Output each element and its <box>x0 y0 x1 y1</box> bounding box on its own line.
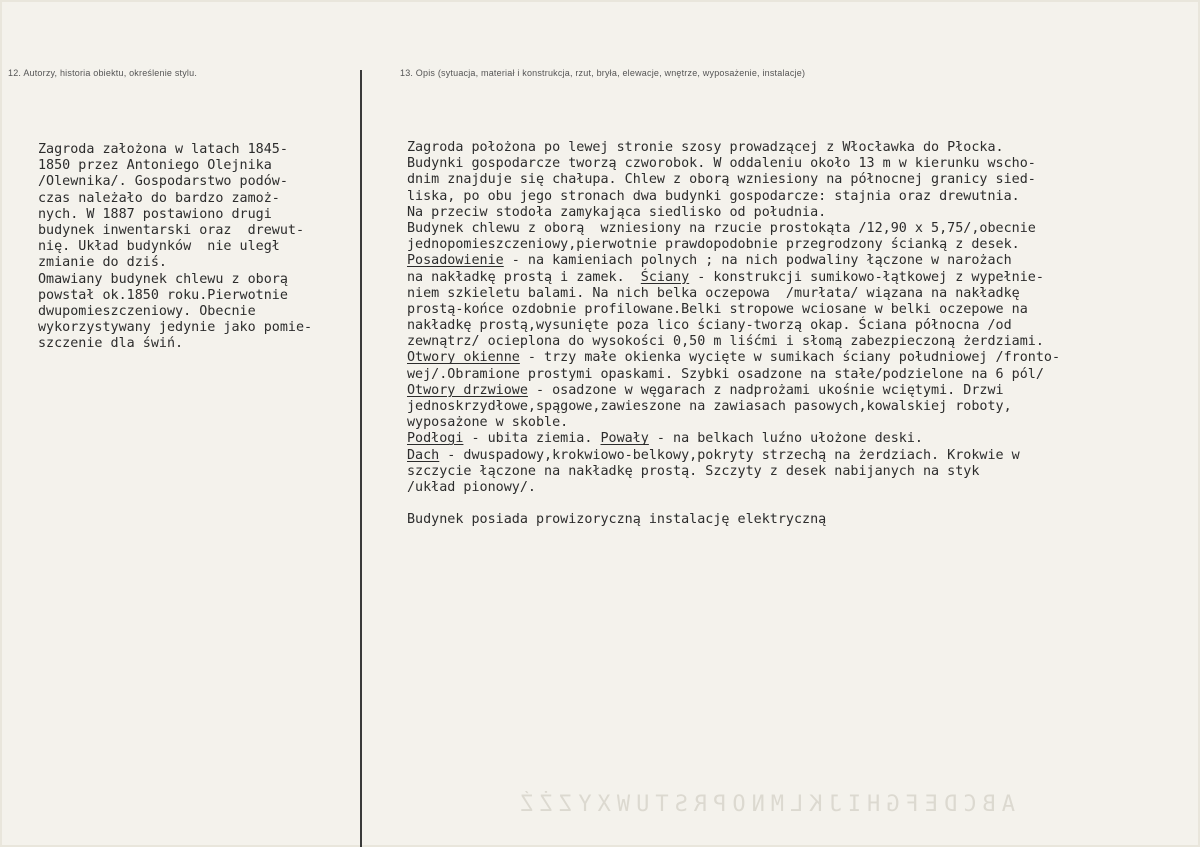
section-term: Podłogi <box>407 431 464 447</box>
description-fragment: nakładkę prostą,wysunięte poza lico ściany-tworzą okap. Ściana północna /od <box>407 318 1012 334</box>
description-line <box>407 334 1060 350</box>
section-term: Posadowienie <box>407 253 504 269</box>
description-fragment: liska, po obu jego stronach dwa budynki gospodarcze: stajnia oraz drewutnia. <box>407 188 1020 204</box>
description-line <box>407 480 1060 496</box>
description-line <box>407 383 1060 399</box>
section-term: Otwory drzwiowe <box>407 382 528 398</box>
history-line: powstał ok.1850 roku.Pierwotnie <box>38 287 288 303</box>
description-fragment: jednoskrzydłowe,spągowe,zawieszone na zawiasach pasowych,kowalskiej roboty, <box>407 399 1012 414</box>
watermark-text: ABCDEFGHIJKLMNOPRSTUWXYZŻŹ <box>514 792 1015 817</box>
history-line: zmianie do dziś. <box>38 255 167 271</box>
description-fragment: na nakładkę prostą i zamek. <box>407 269 641 285</box>
description-fragment: wej/.Obramione prostymi opaskami. Szybki osadzone na stałe/podzielone na 6 pól/ <box>407 366 1044 382</box>
description-fragment: - osadzone w węgarach z nadprożami ukośnie wciętymi. Drzwi <box>527 382 1004 398</box>
description-fragment: - dwuspadowy,krokwiowo-belkowy,pokryty strzechą na żerdziach. Krokwie w <box>439 447 1020 463</box>
description-fragment: - konstrukcji sumikowo-łątkowej z wypełnie- <box>689 269 1044 285</box>
description-line <box>407 318 1060 334</box>
description-fragment: - ubita ziemia. <box>463 431 601 447</box>
history-line: szczenie dla świń. <box>38 336 184 352</box>
description-line <box>407 302 1060 318</box>
section-term: Powały <box>600 431 649 447</box>
history-line: czas należało do bardzo zamoż- <box>38 190 280 206</box>
description-text <box>407 140 1060 528</box>
history-line: dwupomieszczeniowy. Obecnie <box>38 303 256 319</box>
history-line: budynek inwentarski oraz drewut- <box>38 222 305 238</box>
closing-line: Budynek posiada prowizoryczną instalację elektryczną <box>407 512 827 528</box>
description-line <box>407 270 1060 286</box>
description-fragment: Budynek chlewu z oborą wzniesiony na rzucie prostokąta /12,90 x 5,75/,obecnie <box>407 220 1036 236</box>
description-fragment: zewnątrz/ ocieplona do wysokości 0,50 m liśćmi i słomą zabezpieczoną żerdziami. <box>407 334 1044 350</box>
description-fragment: Na przeciw stodoła zamykająca siedlisko od południa. <box>407 204 827 220</box>
description-line <box>407 286 1060 302</box>
history-line: wykorzystywany jedynie jako pomie- <box>38 320 313 336</box>
description-line <box>407 237 1060 253</box>
description-fragment: - na belkach luźno ułożone deski. <box>648 431 923 447</box>
description-fragment: dnim znajduje się chałupa. Chlew z oborą wzniesiony na północnej granicy sied- <box>407 172 1036 188</box>
description-fragment: niem szkieletu balami. Na nich belka oczepowa /murłata/ wiązana na nakładkę <box>407 285 1020 301</box>
history-line: 1850 przez Antoniego Olejnika <box>38 158 272 174</box>
description-fragment: - trzy małe okienka wycięte w sumikach ściany południowej /fronto- <box>519 350 1061 366</box>
description-line <box>407 140 1060 156</box>
description-fragment: wyposażone w skoble. <box>407 415 569 431</box>
history-line: Omawiany budynek chlewu z oborą <box>38 271 288 287</box>
history-line: nych. W 1887 postawiono drugi <box>38 206 272 222</box>
section-term: Dach <box>407 447 440 463</box>
description-line <box>407 172 1060 188</box>
description-line <box>407 253 1060 269</box>
description-fragment: szczycie łączone na nakładkę prostą. Szczyty z desek nabijanych na styk <box>407 463 980 479</box>
description-line <box>407 189 1060 205</box>
description-fragment: jednopomieszczeniowy,pierwotnie prawdopodobnie przegrodzony ścianką z desek. <box>407 237 1020 253</box>
description-line <box>407 431 1060 447</box>
description-line <box>407 350 1060 366</box>
description-line <box>407 415 1060 431</box>
description-fragment: Budynki gospodarcze tworzą czworobok. W oddaleniu około 13 m w kierunku wscho- <box>407 156 1036 172</box>
description-line <box>407 205 1060 221</box>
description-line <box>407 221 1060 237</box>
description-fragment: - na kamieniach polnych ; na nich podwaliny łączone w narożach <box>503 253 1012 269</box>
description-line <box>407 156 1060 172</box>
description-line <box>407 399 1060 415</box>
history-line: nię. Układ budynków nie uległ <box>38 239 280 255</box>
description-line <box>407 448 1060 464</box>
description-fragment: prostą-końce ozdobnie profilowane.Belki stropowe wciosane w belki oczepowe na <box>407 301 1028 317</box>
history-text <box>38 142 312 352</box>
description-fragment: /układ pionowy/. <box>407 479 536 495</box>
column-divider <box>360 70 362 847</box>
description-fragment: Zagroda położona po lewej stronie szosy prowadzącej z Włocławka do Płocka. <box>407 140 1004 155</box>
section-term: Otwory okienne <box>407 350 520 366</box>
description-line <box>407 367 1060 383</box>
right-column-header: 13. Opis (sytuacja, materiał i konstrukcja, rzut, bryła, elewacje, wnętrze, wyposażenie, instalacje) <box>400 68 806 78</box>
left-column-header: 12. Autorzy, historia obiektu, określenie stylu. <box>8 68 198 78</box>
section-term: Ściany <box>640 269 690 285</box>
description-line <box>407 464 1060 480</box>
history-line: Zagroda założona w latach 1845- <box>38 142 288 157</box>
history-line: /Olewnika/. Gospodarstwo podów- <box>38 174 288 190</box>
